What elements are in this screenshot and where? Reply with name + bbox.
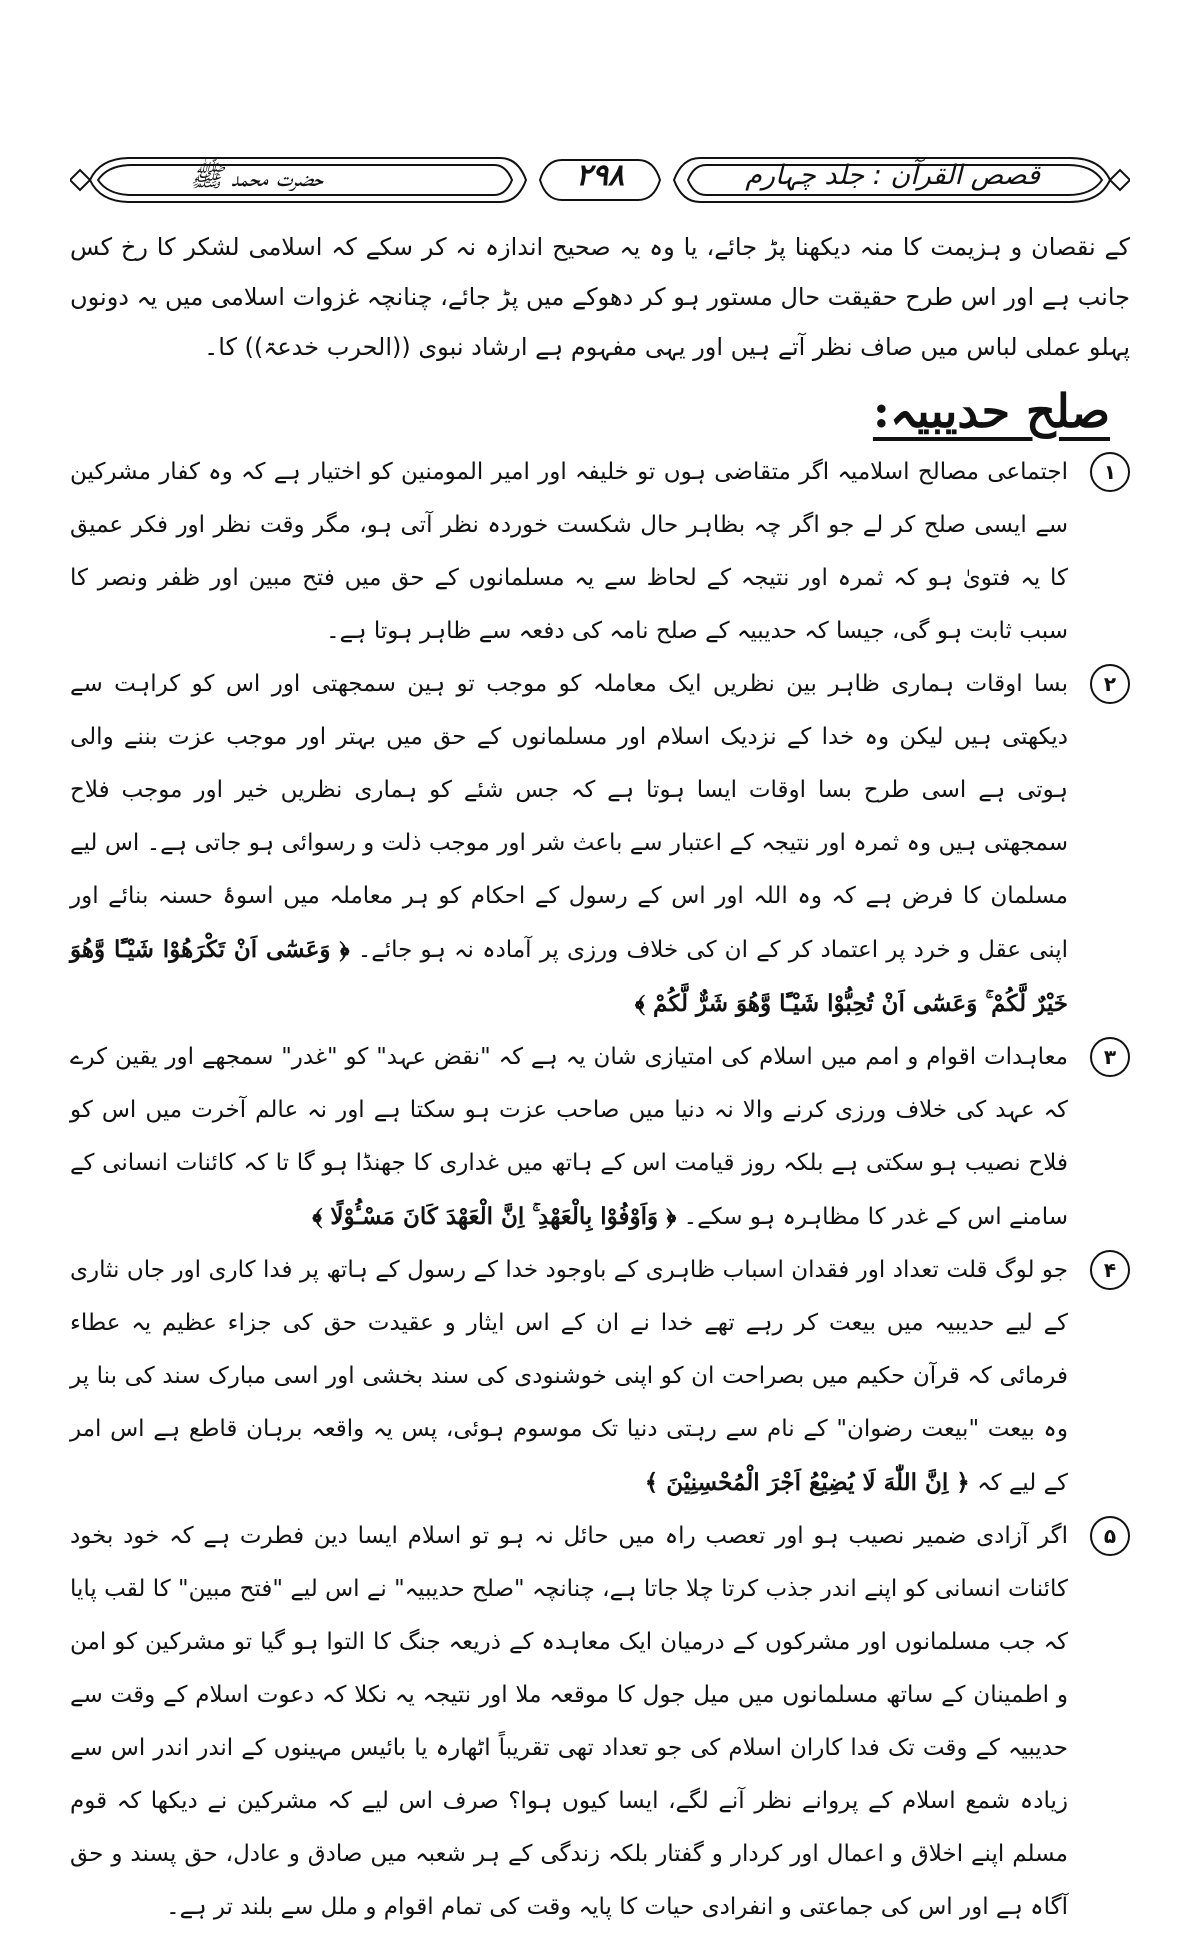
numbered-item-4 <box>70 1244 1130 1510</box>
numbered-item-3 <box>70 1031 1130 1244</box>
quran-verse: ﴿ وَعَسٰٓى اَنْ تَكْرَهُوْا شَيْـًٔا وَّهُوَ خَيْرٌ لَّكُمْ ۚ وَعَسٰٓى اَنْ تُحِبُّوْا شَيْـًٔا وَّهُوَ شَرٌّ لَّكُمْ ﴾ <box>70 936 1068 1017</box>
item-number: ۱ <box>1090 452 1130 492</box>
intro-paragraph: کے نقصان و ہزیمت کا منہ دیکھنا پڑ جائے، یا وہ یہ صحیح اندازہ نہ کر سکے کہ اسلامی لشکر کا رخ کس جانب ہے اور اس طرح حقیقت حال مستور ہو کر دھوکے میں پڑ جائے، چنانچہ غزوات اسلامی میں یہ دونوں پہلو عملی لباس میں صاف نظر آتے ہیں اور یہی مفہوم ہے ارشاد نبوی ((الحرب خدعۃ)) کا۔ <box>70 233 1130 361</box>
numbered-item-2 <box>70 658 1130 1031</box>
item-text: بسا اوقات ہماری ظاہر بین نظریں ایک معاملہ کو موجب تو ہین سمجھتی اور اس کو کراہت سے دیکھتی ہیں لیکن وہ خدا کے نزدیک اسلام اور مسلمانوں کے حق میں بہتر اور موجب عزت بننے والی ہوتی ہے اسی طرح بسا اوقات ایسا ہوتا ہے کہ جس شئے کو ہماری نظریں خیر اور موجب فلاح سمجھتی ہیں وہ ثمرہ اور نتیجہ کے اعتبار سے باعث شر اور موجب ذلت و رسوائی ہو جاتی ہے۔ اس لیے مسلمان کا فرض ہے کہ وہ اللہ اور اس کے رسول کے احکام کو ہر معاملہ میں اسوۂ حسنہ بنائے اور اپنی عقل و خرد پر اعتماد کر کے ان کی خلاف ورزی پر آمادہ نہ ہو جائے۔ ﴿ وَعَسٰٓى اَنْ تَكْرَهُوْا شَيْـًٔا وَّهُوَ خَيْرٌ لَّكُمْ ۚ وَعَسٰٓى اَنْ تُحِبُّوْا شَيْـًٔا وَّهُوَ شَرٌّ لَّكُمْ ﴾ <box>70 671 1069 1017</box>
item-text: اگر آزادی ضمیر نصیب ہو اور تعصب راہ میں حائل نہ ہو تو اسلام ایسا دین فطرت ہے کہ خود بخود کائنات انسانی کو اپنے اندر جذب کرتا چلا جاتا ہے، چنانچہ "صلح حدیبیہ" نے اس لیے "فتح مبین" کا لقب پایا کہ جب مسلمانوں اور مشرکوں کے درمیان ایک معاہدہ کے ذریعہ جنگ کا التوا ہو گیا تو مشرکین کو امن و اطمینان کے ساتھ مسلمانوں میں میل جول کا موقعہ ملا اور نتیجہ یہ نکلا کہ دعوت اسلام کے وقت سے حدیبیہ کے وقت تک فدا کاران اسلام کی جو تعداد تھی تقریباً اٹھارہ یا بائیس مہینوں کے اندر اندر اس سے زیادہ شمع اسلام کے پروانے نظر آنے لگے، ایسا کیوں ہوا؟ صرف اس لیے کہ مشرکین نے دیکھا کہ قوم مسلم اپنے اخلاق و اعمال اور کردار و گفتار بلکہ زندگی کے ہر شعبہ میں صادق و عادل، حق پسند و حق آگاہ ہے اور اس کی جماعتی و انفرادی حیات کا پایہ وقت کی تمام اقوام و ملل سے بلند تر ہے۔ <box>70 1523 1068 1920</box>
quran-verse: ﴿ وَاَوْفُوْا بِالْعَهْدِ ۚ اِنَّ الْعَهْدَ كَانَ مَسْـُٔوْلًا ﴾ <box>312 1203 677 1230</box>
item-text: معاہدات اقوام و امم میں اسلام کی امتیازی شان یہ ہے کہ "نقض عہد" کو "غدر" سمجھے اور یقین کرے کہ عہد کی خلاف ورزی کرنے والا نہ دنیا میں صاحب عزت ہو سکتا ہے اور نہ عالم آخرت میں اس کو فلاح نصیب ہو سکتی ہے بلکہ روز قیامت اس کے ہاتھ میں غداری کا جھنڈا ہو گا تا کہ کائنات انسانی کے سامنے اس کے غدر کا مظاہرہ ہو سکے۔ ﴿ وَاَوْفُوْا بِالْعَهْدِ ۚ اِنَّ الْعَهْدَ كَانَ مَسْـُٔوْلًا ﴾ <box>70 1044 1068 1230</box>
item-text: جو لوگ قلت تعداد اور فقدان اسباب ظاہری کے باوجود خدا کے رسول کے ہاتھ پر فدا کاری اور جاں نثاری کے لیے حدیبیہ میں بیعت کر رہے تھے خدا نے ان کے اس ایثار و عقیدت حق کی جزاء عظیم یہ عطاء فرمائی کہ قرآن حکیم میں بصراحت ان کو اپنی خوشنودی کی سند بخشی اور اسی مبارک سند کی بنا پر وہ بیعت "بیعت رضوان" کے نام سے رہتی دنیا تک موسوم ہوئی، پس یہ واقعہ برہان قاطع ہے اس امر کے لیے کہ ﴿ اِنَّ اللّٰهَ لَا يُضِيْعُ اَجْرَ الْمُحْسِنِيْنَ ﴾ <box>70 1257 1068 1496</box>
item-number: ۵ <box>1090 1516 1130 1556</box>
numbered-item-5 <box>70 1510 1130 1934</box>
chapter-title: حضرت محمد ﷺ <box>190 162 324 193</box>
section-title: صلح حدیبیہ: <box>872 384 1110 438</box>
page-body <box>70 222 1130 1934</box>
item-number: ۴ <box>1090 1250 1130 1290</box>
quran-verse: ﴿ اِنَّ اللّٰهَ لَا يُضِيْعُ اَجْرَ الْمُحْسِنِيْنَ ﴾ <box>644 1469 970 1496</box>
item-number: ۳ <box>1090 1037 1130 1077</box>
item-number: ۲ <box>1090 664 1130 704</box>
book-title: قصص القرآن : جلد چہارم <box>745 160 1040 191</box>
numbered-item-1 <box>70 446 1130 658</box>
page-header <box>70 150 1130 210</box>
page-number: ۲۹۸ <box>575 158 625 193</box>
item-text: اجتماعی مصالح اسلامیہ اگر متقاضی ہوں تو خلیفہ اور امیر المومنین کو اختیار ہے کہ وہ کفار مشرکین سے ایسی صلح کر لے جو اگر چہ بظاہر حال شکست خوردہ نظر آتی ہو، مگر وقت نظر اور فکر عمیق کا یہ فتویٰ ہو کہ ثمرہ اور نتیجہ کے لحاظ سے یہ مسلمانوں کے حق میں فتح مبین اور ظفر ونصر کا سبب ثابت ہو گی، جیسا کہ حدیبیہ کے صلح نامہ کی دفعہ سے ظاہر ہوتا ہے۔ <box>70 459 1068 644</box>
